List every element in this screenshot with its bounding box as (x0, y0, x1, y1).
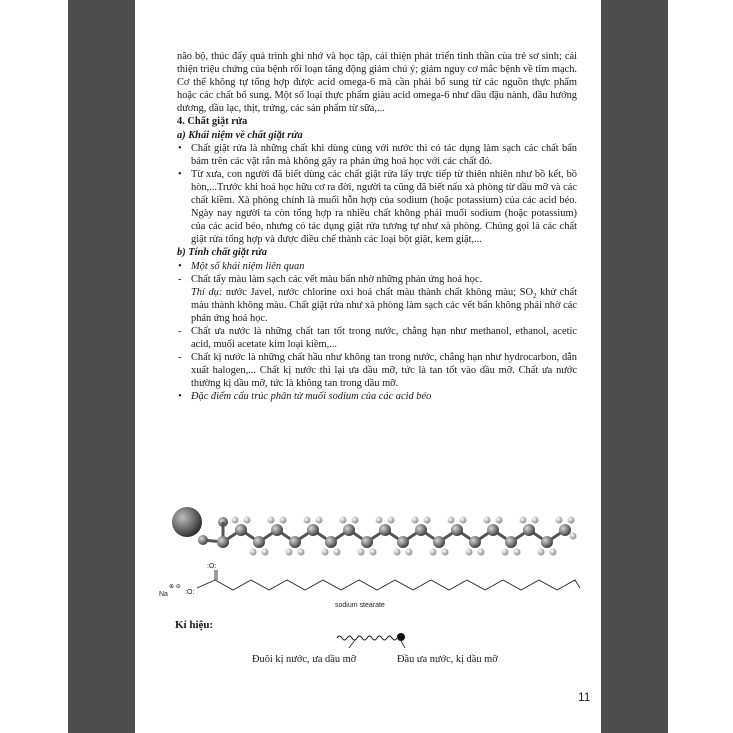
carboxylate-oxygen: :O: (185, 589, 195, 596)
sodium-label: Na (159, 591, 168, 598)
head-label: Đầu ưa nước, kị dầu mỡ (397, 654, 498, 665)
molecule-caption: sodium stearate (335, 602, 385, 609)
text-block (177, 50, 577, 404)
dash-bleach: - Chất tẩy màu làm sạch các vết màu bẩn nhờ những phản ứng hoá học. (177, 273, 577, 286)
charge-labels: ⊕ ⊖ (169, 584, 181, 590)
section-heading: 4. Chất giặt rửa (177, 116, 248, 128)
subheading-b: b) Tính chất giặt rửa (177, 247, 267, 259)
carbonyl-oxygen: :O: (207, 563, 217, 570)
legend-title: Kí hiệu: (175, 619, 214, 631)
hydrophobic-tail-icon (337, 636, 397, 640)
bullet-concepts: • Một số khái niệm liên quan (177, 260, 577, 273)
hydrogen-atoms (232, 517, 577, 556)
sodium-atom (172, 507, 202, 537)
dash-hydrophilic: - Chất ưa nước là những chất tan tốt trong nước, chẳng hạn như methanol, ethanol, acetic acid, muối acetate kim loại kiềm,... (177, 325, 577, 351)
dash-hydrophobic: - Chất kị nước là những chất hầu như không tan trong nước, chẳng hạn như hydrocarbon, dẫn xuất halogen,... Chất kị nước thì lại ưa dầu mỡ, tức là tan tốt vào dầu mỡ. Chất ưa nước thường kị dầu mỡ, tức là không tan trong dầu mỡ. (177, 351, 577, 390)
ball-stick-model (172, 507, 577, 556)
skeletal-formula (159, 563, 580, 598)
hydrophilic-head-icon (397, 633, 405, 641)
tail-label: Đuôi kị nước, ưa dầu mỡ (252, 654, 357, 665)
bullet-definition: • Chất giặt rửa là những chất khi dùng cùng với nước thì có tác dụng làm sạch các chất bẩn bám trên các vật rắn mà không gây ra phản ứng hoá học với các chất đó. (177, 142, 577, 168)
example-text-b: khử chất màu thành không màu. Chất giặt rửa như xà phòng làm sạch các vết bẩn không phải nhờ các phản ứng hoá học. (191, 286, 578, 324)
subheading-a: a) Khái niệm về chất giặt rửa (177, 129, 303, 141)
page-number: 11 (578, 690, 591, 704)
surfactant-symbol (335, 628, 415, 648)
example-label: Thí dụ: (191, 286, 223, 298)
bullet-structure: • Đặc điểm cấu trúc phân tử muối sodium của các acid béo (177, 390, 577, 403)
paragraph-intro: não bộ, thúc đẩy quá trình ghi nhớ và học tập, cải thiện phát triển tinh thần của trẻ sơ sinh; cải thiện triệu chứng của bệnh rối loạn tăng động giảm chú ý; giảm nguy cơ mắc bệnh về tim mạch. Cơ thể không tự tổng hợp được acid omega-6 mà cần phải bổ sung từ các nguồn thực phẩm hoặc các chất bổ sung. Một số loại thực phẩm giàu acid omega-6 như dầu đậu nành, dầu hướng dương, dầu lạc, thịt, trứng, các sản phẩm từ sữa,... (177, 51, 577, 115)
bullet-history: • Từ xưa, con người đã biết dùng các chất giặt rửa lấy trực tiếp từ thiên nhiên như bồ kết, bồ hòn,...Trước khi hoá học hữu cơ ra đời, người ta cũng đã biết nấu xà phòng từ dầu mỡ và các chất kiềm. Xà phòng chính là muối hỗn hợp của sodium (hoặc potassium) của các acid béo. Ngày nay người ta còn tổng hợp ra nhiều chất không phải muối sodium (hoặc potassium) của các acid béo, nhưng có tác dụng giặt rửa tương tự như xà phòng. Chúng gọi là các chất giặt rửa tổng hợp và được điều chế thành các loại bột giặt, kem giặt,... (177, 168, 577, 247)
document-page (135, 0, 601, 733)
example-subscript: 2 (532, 291, 537, 300)
example-paragraph (177, 286, 577, 325)
example-text-a: nước Javel, nước chlorine oxi hoá chất màu thành chất không màu; SO (222, 286, 533, 298)
